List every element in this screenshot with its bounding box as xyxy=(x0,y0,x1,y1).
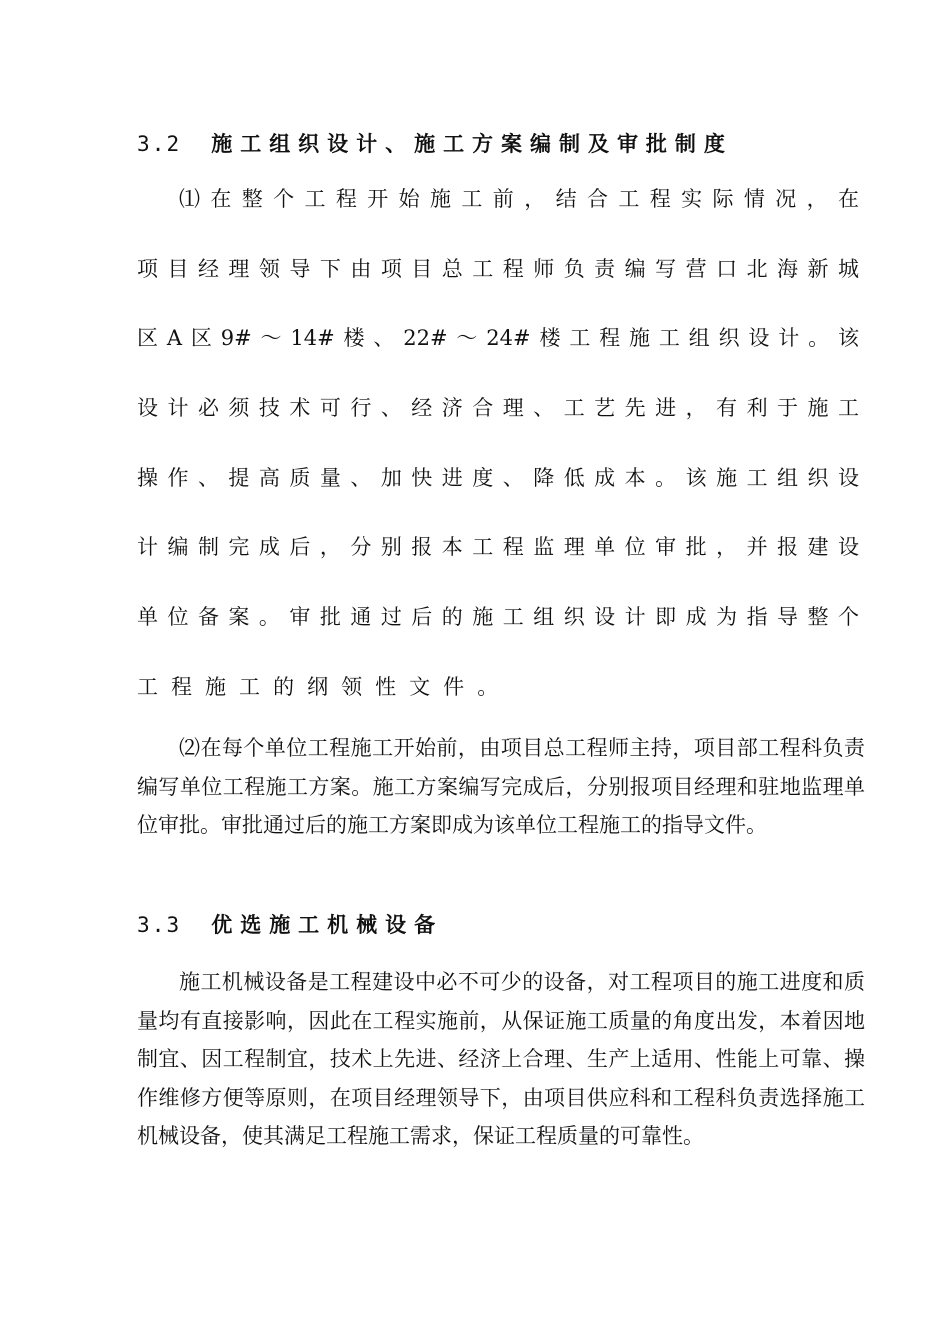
section-number: 3.2 xyxy=(137,132,182,156)
paragraph-line: 计编制完成后，分别报本工程监理单位审批，并报建设 xyxy=(137,535,859,559)
paragraph-3-3: 施工机械设备是工程建设中必不可少的设备，对工程项目的施工进度和质量均有直接影响，因此在工程实施前，从保证施工质量的角度出发，本着因地制宜、因工程制宜，技术上先进、经济上合理、生产上适用、性能上可靠、操作维修方便等原则，在项目经理领导下，由项目供应科和工程科负责选择施工机械设备，使其满足工程施工需求，保证工程质量的可靠性。 xyxy=(137,970,865,1148)
section-number: 3.3 xyxy=(137,913,182,937)
section-title: 施工组织设计、施工方案编制及审批制度 xyxy=(211,131,733,156)
section-heading-3-2 xyxy=(137,128,733,158)
paragraph-line: ⑴在整个工程开始施工前，结合工程实际情况，在 xyxy=(179,187,859,211)
section-title: 优选施工机械设备 xyxy=(211,912,444,937)
section-heading-3-3 xyxy=(137,909,443,939)
paragraph-line: 操作、提高质量、加快进度、降低成本。该施工组织设 xyxy=(137,466,859,490)
paragraph-line: 项目经理领导下由项目总工程师负责编写营口北海新城 xyxy=(137,257,859,281)
paragraph-line: 工程施工的纲领性文件。 xyxy=(137,675,512,699)
paragraph-line: 单位备案。审批通过后的施工组织设计即成为指导整个 xyxy=(137,605,859,629)
paragraph-line: 设计必须技术可行、经济合理、工艺先进，有利于施工 xyxy=(137,396,859,420)
paragraph-3-2-2: ⑵在每个单位工程施工开始前，由项目总工程师主持，项目部工程科负责编写单位工程施工方案。施工方案编写完成后，分别报项目经理和驻地监理单位审批。审批通过后的施工方案即成为该单位工程施工的指导文件。 xyxy=(137,736,865,837)
paragraph-line: 区A区9#～14#楼、22#～24#楼工程施工组织设计。该 xyxy=(137,326,859,350)
